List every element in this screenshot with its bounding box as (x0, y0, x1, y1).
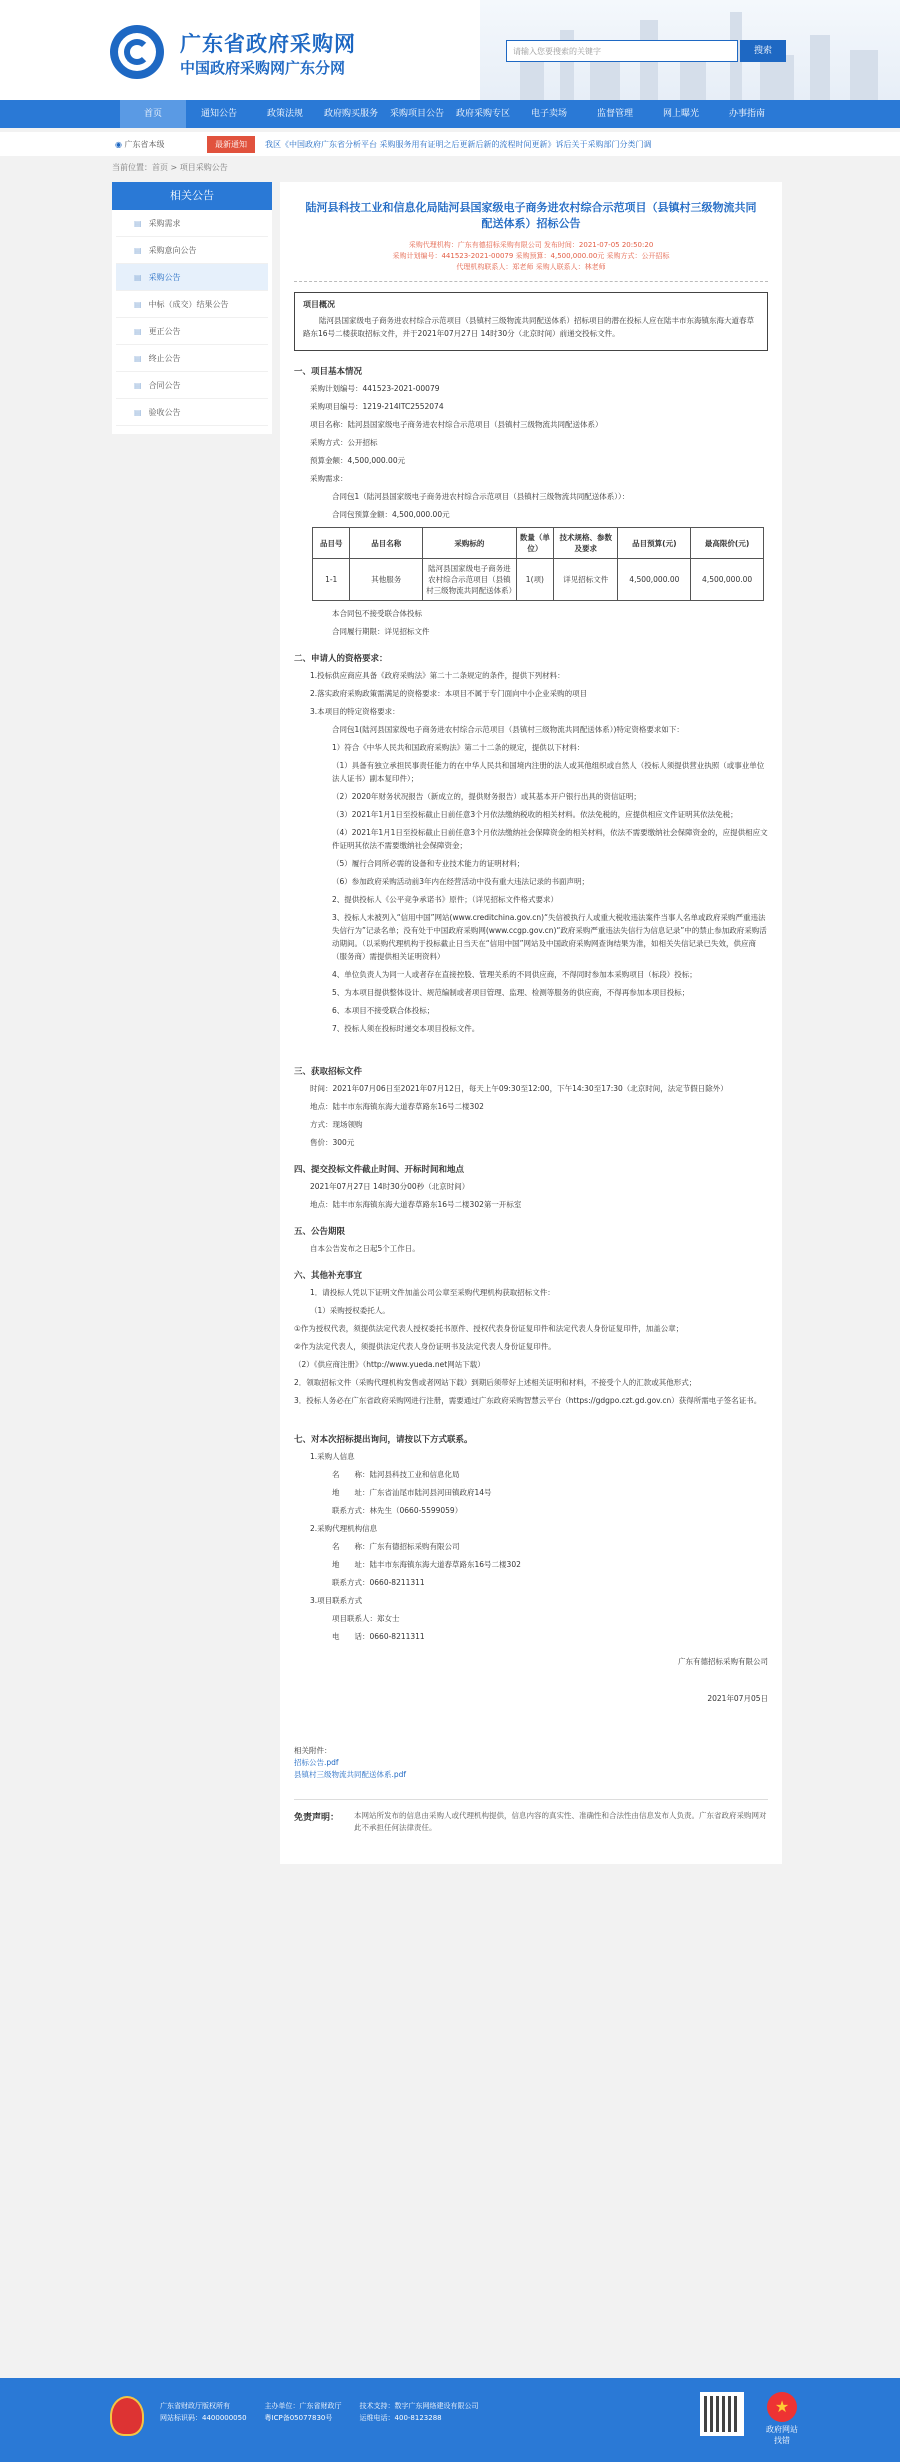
procurement-method: 采购方式：公开招标 (310, 438, 378, 447)
qualification-item: （6）参加政府采购活动前3年内在经营活动中没有重大违法记录的书面声明； (332, 877, 590, 886)
no-consortium-note: 本合同包不接受联合体投标 (332, 609, 422, 618)
document-price: 售价：300元 (310, 1138, 355, 1147)
other-item: ②作为法定代表人，须提供法定代表人身份证明书及法定代表人身份证复印件。 (294, 1342, 556, 1351)
disclaimer (294, 1799, 768, 1834)
contract-package: 合同包1（陆河县国家级电子商务进农村综合示范项目（县镇村三级物流共同配送体系））： (332, 492, 630, 501)
table-header: 品目号 (313, 528, 350, 559)
purchaser-address: 地 址：广东省汕尾市陆河县河田镇政府14号 (332, 1488, 492, 1497)
meta-line-2: 采购计划编号：441523-2021-00079 采购预算：4,500,000.00元 采购方式：公开招标 (392, 252, 670, 260)
breadcrumb: 当前位置：首页 > 项目采购公告 (112, 163, 228, 172)
sidebar-item-contract[interactable]: ▤ 合同公告 (116, 372, 268, 399)
qualification-item: （5）履行合同所必需的设备和专业技术能力的证明材料； (332, 859, 525, 868)
summary-box (294, 292, 768, 351)
star-icon: ★ (767, 2392, 797, 2422)
gov-error-report[interactable] (752, 2392, 812, 2446)
other-item: 2．领取招标文件（采购代理机构发售或者网站下载）到期后须带好上述相关证明和材料，不接受个人的汇款或其他形式； (294, 1378, 697, 1387)
nav-item-policies[interactable]: 政策法规 (266, 109, 303, 119)
search-input[interactable]: 请输入您要搜索的关键字 (506, 40, 738, 62)
location-selector[interactable]: ◉ 广东省本级 (115, 139, 195, 150)
signature-company: 广东有德招标采购有限公司 (678, 1657, 768, 1666)
search-button[interactable]: 搜索 (740, 40, 786, 62)
gov-error-label: 政府网站 找错 (766, 2425, 798, 2445)
table-cell: 4,500,000.00 (691, 559, 764, 601)
qualification-item: （1）具备有独立承担民事责任能力的在中华人民共和国境内注册的法人或其他组织或自然人（投标人须提供营业执照（或事业单位法人证书）副本复印件）； (332, 761, 765, 783)
qualification-item: 1）符合《中华人民共和国政府采购法》第二十二条的规定，提供以下材料： (332, 743, 585, 752)
qualification-item: 合同包1(陆河县国家级电子商务进农村综合示范项目（县镇村三级物流共同配送体系）)特定资格要求如下： (332, 725, 684, 734)
site-title[interactable]: 广东省政府采购网 (180, 32, 356, 56)
notice-marquee-link[interactable]: 我区《中国政府广东省分析平台 采购服务用有证明之后更新后新的流程时间更新》诉后关于采购部门分类门调 (265, 139, 652, 149)
qualification-item: 2.落实政府采购政策需满足的资格要求：本项目不属于专门面向中小企业采购的项目 (310, 689, 588, 698)
latest-notice-badge: 最新通知 (207, 136, 255, 153)
announcement-content (280, 182, 782, 1864)
table-header: 最高限价(元) (691, 528, 764, 559)
footer-info (160, 2400, 497, 2424)
nav-item-home[interactable]: 首页 (120, 100, 186, 128)
disclaimer-text: 本网站所发布的信息由采购人或代理机构提供，信息内容的真实性、准确性和合法性由信息发布人负责。广东省政府采购网对此不承担任何法律责任。 (354, 1811, 767, 1832)
sidebar-item-intent[interactable]: ▤ 采购意向公告 (116, 237, 268, 264)
sidebar-item-tender[interactable]: ▤ 采购公告 (116, 264, 268, 291)
qualification-item: 5、为本项目提供整体设计、规范编制或者项目管理、监理、检测等服务的供应商，不得再参加本项目投标； (332, 988, 690, 997)
nav-item-e-mall[interactable]: 电子卖场 (530, 109, 567, 119)
divider (294, 281, 768, 282)
disclaimer-label: 免责声明： (294, 1813, 340, 1823)
agency-name: 名 称：广东有德招标采购有限公司 (332, 1542, 460, 1551)
meta-line-3: 代理机构联系人：郑老师 采购人联系人：林老师 (456, 263, 606, 271)
sidebar-item-acceptance[interactable]: ▤ 验收公告 (116, 399, 268, 426)
site-header (0, 0, 900, 100)
purchaser-name: 名 称：陆河县科技工业和信息化局 (332, 1470, 460, 1479)
budget-amount: 预算金额：4,500,000.00元 (310, 456, 406, 465)
section-heading: 七、对本次招标提出询问，请按以下方式联系。 (294, 1435, 473, 1445)
section-heading: 四、提交投标文件截止时间、开标时间和地点 (294, 1165, 465, 1175)
qualification-item: （2）2020年财务状况报告（新成立的，提供财务报告）或其基本开户银行出具的资信证明； (332, 792, 641, 801)
sidebar-item-termination[interactable]: ▤ 终止公告 (116, 345, 268, 372)
main-nav (0, 100, 900, 128)
section-heading: 二、申请人的资格要求： (294, 654, 388, 664)
section-heading: 六、其他补充事宜 (294, 1271, 363, 1281)
attachment-link[interactable]: 县镇村三级物流共同配送体系.pdf (294, 1770, 407, 1779)
other-item: ①作为授权代表，须提供法定代表人授权委托书原件、授权代表身份证复印件和法定代表人身份证复印件，加盖公章； (294, 1324, 684, 1333)
table-header: 品目预算(元) (618, 528, 691, 559)
acquire-way: 方式：现场领购 (310, 1120, 363, 1129)
qualification-item: 3.本项目的特定资格要求： (310, 707, 400, 716)
requirements-table (312, 527, 764, 601)
nav-item-guide[interactable]: 办事指南 (728, 109, 765, 119)
announcement-title: 陆河县科技工业和信息化局陆河县国家级电子商务进农村综合示范项目（县镇村三级物流共同配送体系）招标公告 (305, 201, 757, 230)
opening-place: 地点：陆丰市东海镇东海大道春草路东16号二楼302第一开标室 (310, 1200, 522, 1209)
qualification-item: 4、单位负责人为同一人或者存在直接控股、管理关系的不同供应商，不得同时参加本采购项目（标段）投标； (332, 970, 697, 979)
acquire-place: 地点：陆丰市东海镇东海大道春草路东16号二楼302 (310, 1102, 484, 1111)
other-item: 3．投标人务必在广东省政府采购网进行注册，需要通过广东政府采购智慧云平台（https://gdgpo.czt.gd.gov.cn）获得所需电子签名证书。 (294, 1396, 762, 1405)
purchaser-contact: 联系方式：林先生（0660-5599059） (332, 1506, 463, 1515)
other-item: （2）《供应商注册》（http://www.yueda.net网站下载） (294, 1360, 485, 1369)
table-row (313, 559, 764, 601)
qualification-item: 7、投标人须在投标时递交本项目投标文件。 (332, 1024, 480, 1033)
table-header-row (313, 528, 764, 559)
sidebar (112, 182, 272, 434)
nav-item-exposure[interactable]: 网上曝光 (662, 109, 699, 119)
table-cell: 陆河县国家级电子商务进农村综合示范项目（县镇村三级物流共同配送体系） (423, 559, 517, 601)
nav-item-special-zone[interactable]: 政府采购专区 (455, 109, 510, 119)
package-budget: 合同包预算金额：4,500,000.00元 (332, 510, 450, 519)
qualification-item: （4）2021年1月1日至投标截止日前任意3个月依法缴纳社会保障资金的相关材料，依法不需要缴纳社会保障资金的，应提供相应文件证明其依法不需要缴纳社会保障资金； (332, 828, 768, 850)
qualification-item: 2、提供投标人《公平竞争承诺书》原件；（详见招标文件格式要求） (332, 895, 559, 904)
footer-support: 技术支持：数字广东网络建设有限公司 运维电话：400-8123288 (359, 2402, 479, 2422)
plan-number: 采购计划编号：441523-2021-00079 (310, 384, 440, 393)
site-footer (0, 2378, 900, 2462)
signature-date: 2021年07月05日 (707, 1694, 768, 1703)
agency-contact: 联系方式：0660-8211311 (332, 1578, 425, 1587)
sidebar-item-correction[interactable]: ▤ 更正公告 (116, 318, 268, 345)
table-cell: 1-1 (313, 559, 350, 601)
notice-bar (0, 132, 900, 156)
sidebar-item-requirements[interactable]: ▤ 采购需求 (116, 210, 268, 237)
project-number: 采购项目编号：1219-214ITC2552074 (310, 402, 444, 411)
table-cell: 其他服务 (350, 559, 423, 601)
table-cell: 详见招标文件 (554, 559, 618, 601)
footer-copyright: 广东省财政厅版权所有 网站标识码：4400000050 (160, 2402, 247, 2422)
sidebar-item-result[interactable]: ▤ 中标（成交）结果公告 (116, 291, 268, 318)
table-cell: 1(项) (516, 559, 553, 601)
nav-item-supervision[interactable]: 监督管理 (596, 109, 633, 119)
contact-group-title: 1.采购人信息 (310, 1452, 355, 1461)
qualification-item: （3）2021年1月1日至投标截止日前任意3个月依法缴纳税收的相关材料。依法免税的，应提供相应文件证明其依法免税； (332, 810, 738, 819)
footer-organizer: 主办单位：广东省财政厅 粤ICP备05077830号 (264, 2402, 342, 2422)
nav-item-notices[interactable]: 通知公告 (200, 109, 237, 119)
qr-code-icon (700, 2392, 744, 2436)
other-item: （1）采购授权委托人。 (310, 1306, 390, 1315)
meta-line-1: 采购代理机构：广东有德招标采购有限公司 发布时间：2021-07-05 20:50:20 (408, 241, 654, 249)
attachment-link[interactable]: 招标公告.pdf (294, 1758, 339, 1767)
nav-item-services[interactable]: 政府购买服务 (323, 109, 378, 119)
contract-term: 合同履行期限：详见招标文件 (332, 627, 430, 636)
party-emblem-icon[interactable] (110, 2396, 144, 2436)
agency-address: 地 址：陆丰市东海镇东海大道春草路东16号二楼302 (332, 1560, 521, 1569)
other-item: 1．请投标人凭以下证明文件加盖公司公章至采购代理机构获取招标文件： (310, 1288, 555, 1297)
qualification-item: 3、投标人未被列入“信用中国”网站(www.creditchina.gov.cn)“失信被执行人或重大税收违法案件当事人名单或政府采购严重违法失信行为”记录名单；没有处于中国政府采购网(www.ccgp.gov.cn)“政府采购严重违法失信行为信息记录”中的禁止参加政府采购活动期间。（以采购代理机构于投标截止日当天在“信用中国”网站及中国政府采购网查询结果为准，如相关失信记录已失效，供应商（服务商）需提供相关证明资料） (332, 913, 767, 961)
submission-deadline: 2021年07月27日 14时30分00秒（北京时间） (310, 1182, 470, 1191)
sidebar-title: 相关公告 (112, 182, 272, 210)
attachments-label: 相关附件： (294, 1746, 332, 1755)
attachments (294, 1745, 768, 1781)
qualification-item: 6、本项目不接受联合体投标； (332, 1006, 435, 1015)
project-name: 项目名称：陆河县国家级电子商务进农村综合示范项目（县镇村三级物流共同配送体系） (310, 420, 603, 429)
qualification-item: 1.投标供应商应具备《政府采购法》第二十二条规定的条件，提供下列材料： (310, 671, 565, 680)
table-header: 品目名称 (350, 528, 423, 559)
table-header: 采购标的 (423, 528, 517, 559)
table-header: 技术规格、参数及要求 (554, 528, 618, 559)
requirement-label: 采购需求： (310, 474, 348, 483)
announcement-period: 自本公告发布之日起5个工作日。 (310, 1244, 420, 1253)
project-contact-person: 项目联系人：郑女士 (332, 1614, 400, 1623)
contact-group-title: 3.项目联系方式 (310, 1596, 363, 1605)
contact-group-title: 2.采购代理机构信息 (310, 1524, 378, 1533)
nav-item-project-notices[interactable]: 采购项目公告 (389, 109, 444, 119)
table-header: 数量（单位） (516, 528, 553, 559)
table-cell: 4,500,000.00 (618, 559, 691, 601)
section-heading: 五、公告期限 (294, 1227, 346, 1237)
project-contact-phone: 电 话：0660-8211311 (332, 1632, 425, 1641)
site-logo[interactable] (110, 25, 164, 79)
section-heading: 三、获取招标文件 (294, 1067, 363, 1077)
summary-title: 项目概况 (303, 300, 335, 309)
summary-body: 陆河县国家级电子商务进农村综合示范项目（县镇村三级物流共同配送体系）招标项目的潜在投标人应在陆丰市东海镇东海大道春草路东16号二楼获取招标文件，并于2021年07月27日 14时30分（北京时间）前递交投标文件。 (303, 316, 754, 338)
acquire-time: 时间：2021年07月06日至2021年07月12日，每天上午09:30至12:00，下午14:30至17:30（北京时间，法定节假日除外） (310, 1084, 728, 1093)
site-subtitle: 中国政府采购网广东分网 (180, 59, 346, 77)
section-heading: 一、项目基本情况 (294, 367, 363, 377)
